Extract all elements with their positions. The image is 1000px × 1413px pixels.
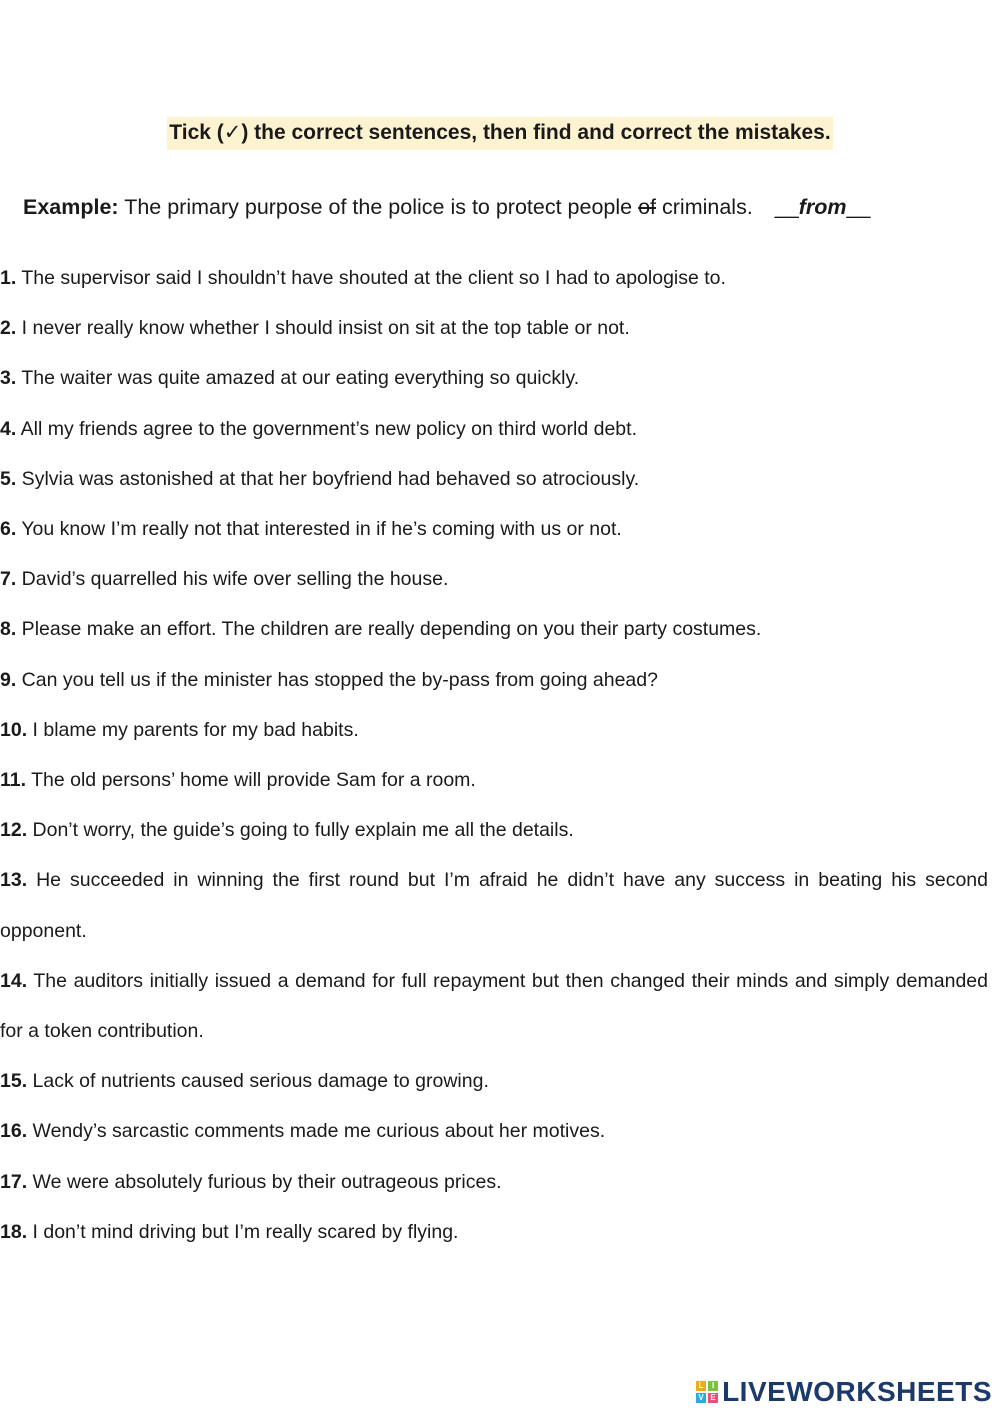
item-text: The old persons’ home will provide Sam for a room. [26, 769, 476, 792]
item-number: 16. [0, 1120, 28, 1143]
item-number: 17. [0, 1170, 28, 1193]
item-number: 10. [0, 718, 28, 741]
item-number: 3. [0, 367, 17, 390]
logo-text: LIVEWORKSHEETS [722, 1376, 992, 1407]
item-text: Sylvia was astonished at that her boyfriend had behaved so atrociously. [16, 467, 640, 490]
title-highlight: Tick (✓) the correct sentences, then find and correct the mistakes. [167, 117, 832, 150]
sentence-item [0, 604, 988, 654]
liveworksheets-logo [696, 1377, 992, 1407]
example-text-before: The primary purpose of the police is to protect people [118, 195, 639, 219]
logo-mark-letter: I [708, 1381, 718, 1391]
logo-mark-letter: E [708, 1393, 718, 1403]
item-text: He succeeded in winning the first round but I’m afraid he didn’t have any success in beating his second opponent. [0, 869, 988, 942]
logo-mark-letter: V [696, 1393, 706, 1403]
sentence-item [0, 805, 988, 855]
logo-mark-letter: L [696, 1381, 706, 1391]
example-text-after: criminals. [656, 195, 753, 219]
example-label: Example: [23, 195, 119, 219]
item-number: 13. [0, 869, 28, 892]
blank-left: __ [774, 195, 799, 219]
item-number: 7. [0, 568, 17, 591]
item-number: 14. [0, 969, 28, 992]
item-text: I don’t mind driving but I’m really scared by flying. [27, 1220, 459, 1243]
example-struck-word: of [638, 195, 657, 219]
sentence-item [0, 1106, 988, 1156]
item-text: The auditors initially issued a demand for full repayment but then changed their minds and simply demanded for a token contribution. [0, 969, 988, 1043]
item-text: Please make an effort. The children are really depending on you their party costumes. [16, 618, 762, 641]
item-number: 11. [0, 769, 27, 792]
sentence-item [0, 454, 988, 504]
item-number: 18. [0, 1220, 28, 1243]
sentence-item [0, 1056, 988, 1106]
sentence-item [0, 956, 988, 1056]
item-number: 2. [0, 317, 17, 340]
item-number: 9. [0, 668, 17, 691]
sentence-item [0, 303, 988, 353]
sentence-item [0, 504, 988, 554]
item-text: We were absolutely furious by their outrageous prices. [27, 1170, 502, 1193]
item-text: I never really know whether I should insist on sit at the top table or not. [16, 317, 630, 340]
sentence-item [0, 855, 988, 955]
sentence-item [0, 404, 988, 454]
item-text: You know I’m really not that interested in if he’s coming with us or not. [16, 518, 622, 541]
item-text: I blame my parents for my bad habits. [27, 718, 359, 741]
sentence-item [0, 755, 988, 805]
logo-mark-icon [696, 1381, 718, 1403]
item-number: 15. [0, 1070, 28, 1093]
sentence-item [0, 655, 988, 705]
item-number: 5. [0, 467, 17, 490]
item-number: 6. [0, 518, 17, 541]
blank-right: __ [846, 195, 871, 219]
item-text: David’s quarrelled his wife over selling the house. [16, 568, 449, 591]
sentence-item [0, 1207, 988, 1257]
item-text: Lack of nutrients caused serious damage to growing. [27, 1070, 489, 1093]
item-number: 12. [0, 819, 28, 842]
item-number: 1. [0, 267, 17, 289]
worksheet-title [0, 120, 1000, 145]
item-text: Don’t worry, the guide’s going to fully explain me all the details. [27, 819, 574, 842]
sentence-item [0, 1157, 988, 1207]
sentence-item [0, 705, 988, 755]
item-text: All my friends agree to the government’s new policy on third world debt. [16, 417, 637, 440]
item-number: 8. [0, 618, 17, 641]
item-number: 4. [0, 417, 17, 440]
sentence-item [0, 353, 988, 403]
item-text: The supervisor said I shouldn’t have shouted at the client so I had to apologise to. [16, 267, 726, 289]
sentence-list [0, 253, 988, 1257]
example-answer: from [798, 195, 847, 219]
example-sentence [23, 195, 993, 220]
item-text: Wendy’s sarcastic comments made me curious about her motives. [27, 1120, 606, 1143]
example-answer-blank [775, 195, 871, 219]
item-text: The waiter was quite amazed at our eating everything so quickly. [16, 367, 580, 390]
item-text: Can you tell us if the minister has stopped the by-pass from going ahead? [16, 668, 658, 691]
sentence-item [0, 253, 988, 303]
sentence-item [0, 554, 988, 604]
